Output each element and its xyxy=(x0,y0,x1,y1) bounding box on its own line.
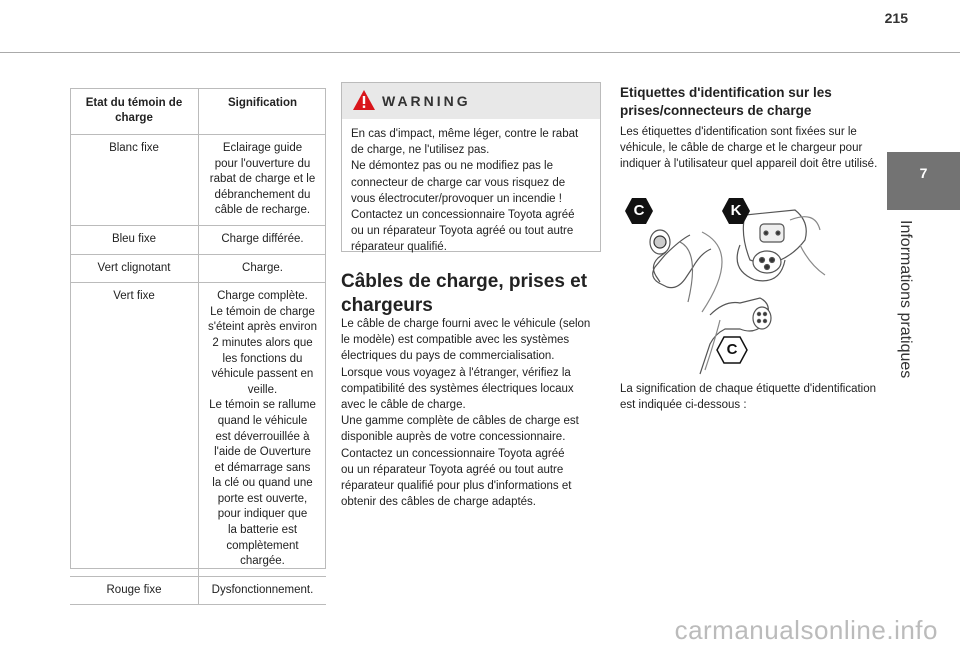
vehicle-cable-illustration xyxy=(650,230,722,312)
warning-icon xyxy=(352,89,376,111)
table-cell: Dysfonctionnement. xyxy=(199,576,327,605)
warning-text: En cas d'impact, même léger, contre le rabat de charge, ne l'utilisez pas. Ne démontez pas ou ne modifiez pas le connecteur de charge car vous risquez de vous électrocuter/provoquer un incendie ! Contactez un concessionnaire Toyota agréé ou un réparateur Toyota agréé ou tout autre réparateur qualifié. xyxy=(351,128,579,254)
warning-header xyxy=(342,83,600,119)
chapter-tab[interactable] xyxy=(887,152,960,210)
label-c-text: C xyxy=(633,202,645,219)
page-number: 215 xyxy=(884,10,908,26)
table-header-row xyxy=(70,88,326,135)
watermark: carmanualsonline.info xyxy=(674,615,938,645)
table-row xyxy=(70,135,326,226)
labels-section-text: Les étiquettes d'identification sont fixées sur le véhicule, le câble de charge et le chargeur pour indiquer à l'utilisateur quel appareil doit être utilisé. xyxy=(620,126,878,171)
table-row xyxy=(70,283,326,577)
table-cell: Bleu fixe xyxy=(70,225,199,254)
chapter-title: Informations pratiques xyxy=(897,220,914,379)
table-cell: Blanc fixe xyxy=(70,135,199,226)
label-c-outline-text: C xyxy=(726,341,738,358)
table-cell: Eclairage guide pour l'ouverture du rabat de charge et le débranchement du câble de recharge. xyxy=(199,135,327,226)
warning-label: WARNING xyxy=(382,93,471,109)
table-cell: Vert clignotant xyxy=(70,254,199,283)
header-divider xyxy=(0,52,960,53)
table-row xyxy=(70,254,326,283)
chapter-title-container xyxy=(896,220,916,420)
table-row xyxy=(70,576,326,605)
table-cell: Charge différée. xyxy=(199,225,327,254)
cables-section-text: Le câble de charge fourni avec le véhicule (selon le modèle) est compatible avec les systèmes électriques du pays de commercialisation. Lorsque vous voyagez à l'étranger, vérifiez la compatibilité des systèmes électriques locaux avec le câble de charge. Une gamme complète de câbles de charge est disponible auprès de votre concessionnaire. Contactez un concessionnaire Toyota agréé ou un réparateur Toyota agréé ou tout autre réparateur qualifié pour plus d'informations et obtenir des câbles de charge adaptés. xyxy=(341,318,591,509)
table-header: Signification xyxy=(199,88,327,135)
table-header: Etat du témoin de charge xyxy=(70,88,199,135)
table-cell: Charge. xyxy=(199,254,327,283)
table-cell: Rouge fixe xyxy=(70,576,199,605)
charge-indicator-table xyxy=(70,88,326,605)
table-cell: Vert fixe xyxy=(70,283,199,577)
table-cell: Charge complète. Le témoin de charge s'éteint après environ 2 minutes alors que les fonctions du véhicule passent en veille. Le témoin se rallume quand le véhicule est déverrouillée à l'aide de Ouverture et démarrage sans la clé ou quand une porte est ouverte, pour indiquer que la batterie est complètement chargée. xyxy=(199,283,327,577)
labels-section-title: Etiquettes d'identification sur les prises/connecteurs de charge xyxy=(620,85,832,118)
labels-footer-text: La signification de chaque étiquette d'identification est indiquée ci-dessous : xyxy=(620,383,877,412)
chapter-number: 7 xyxy=(919,165,928,181)
table-row xyxy=(70,225,326,254)
label-k-text: K xyxy=(730,202,742,219)
cables-section-title: Câbles de charge, prises et chargeurs xyxy=(341,271,588,316)
